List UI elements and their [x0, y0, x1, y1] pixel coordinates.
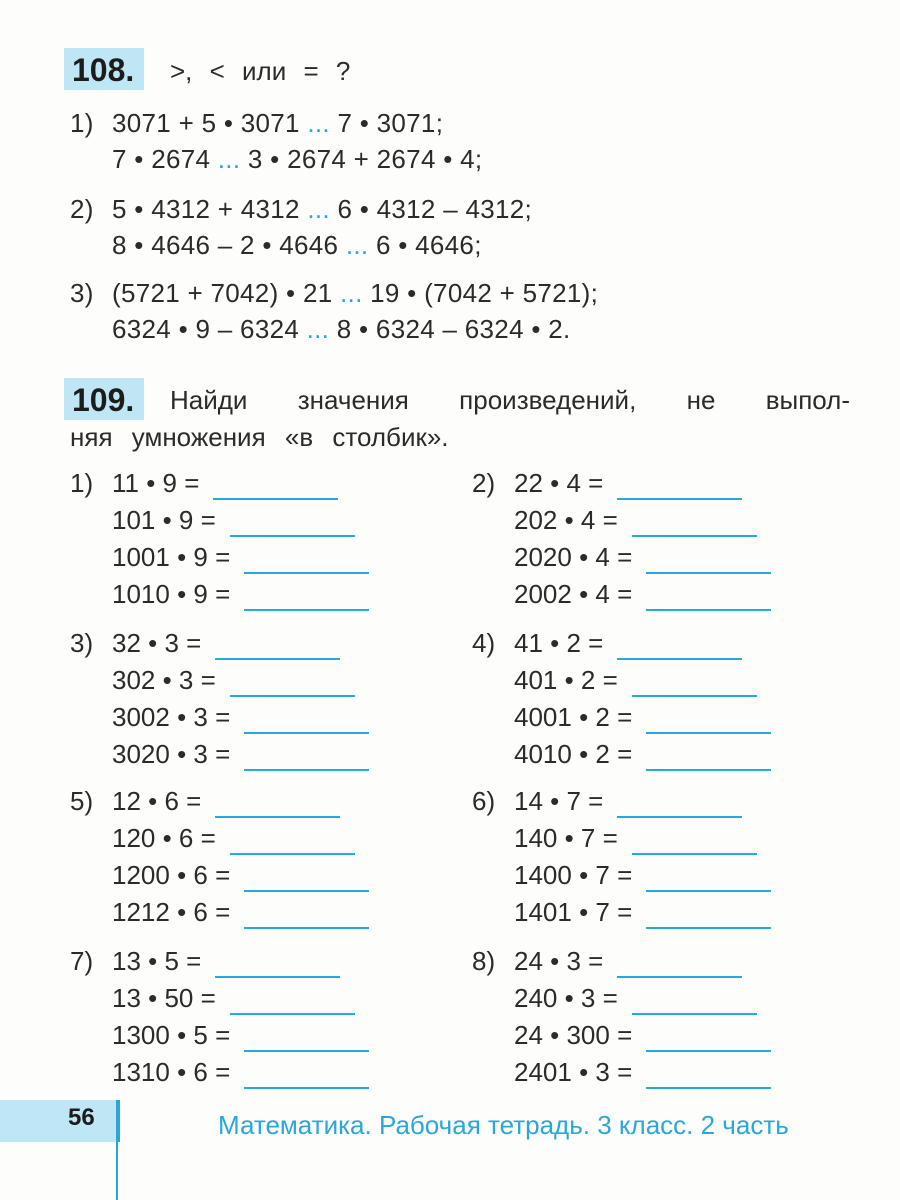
page-number-tab	[0, 1100, 120, 1142]
task-109-expression	[472, 665, 618, 696]
multiplication-expression: 302 • 3 =	[112, 665, 216, 695]
answer-field[interactable]	[215, 816, 340, 818]
task-109-expression	[472, 946, 603, 977]
task-109-expression	[472, 860, 632, 891]
answer-field[interactable]	[244, 572, 369, 574]
task-108-expression	[70, 144, 482, 175]
task-109-item-label: 1)	[70, 468, 94, 498]
multiplication-expression: 2020 • 4 =	[514, 542, 633, 572]
answer-field[interactable]	[632, 535, 757, 537]
task-109-expression	[472, 702, 632, 733]
task-109-item-label: 8)	[472, 946, 496, 976]
page-number: 56	[68, 1104, 95, 1131]
task-109-item-label: 6)	[472, 786, 496, 816]
task-109-expression	[70, 823, 216, 854]
multiplication-expression: 202 • 4 =	[514, 505, 618, 535]
task-109-item-label: 3)	[70, 628, 94, 658]
answer-field[interactable]	[215, 976, 340, 978]
multiplication-expression: 1001 • 9 =	[112, 542, 231, 572]
expression-right: 6 • 4312 – 4312;	[329, 194, 533, 224]
answer-field[interactable]	[646, 1050, 771, 1052]
task-108-expression	[70, 194, 532, 225]
multiplication-expression: 120 • 6 =	[112, 823, 216, 853]
answer-field[interactable]	[244, 1050, 369, 1052]
multiplication-expression: 24 • 3 =	[514, 946, 604, 976]
answer-field[interactable]	[646, 609, 771, 611]
task-109-expression	[70, 739, 230, 770]
task-108-item-label: 2)	[70, 194, 94, 224]
task-109-expression	[472, 579, 632, 610]
multiplication-expression: 1400 • 7 =	[514, 860, 633, 890]
expression-right: 6 • 4646;	[368, 230, 482, 260]
task-108-expression	[70, 108, 443, 139]
task-109-expression	[472, 897, 632, 928]
answer-field[interactable]	[244, 769, 369, 771]
expression-right: 7 • 3071;	[329, 108, 444, 138]
answer-field[interactable]	[244, 1087, 369, 1089]
answer-field[interactable]	[646, 927, 771, 929]
expression-right: 19 • (7042 + 5721);	[362, 278, 599, 308]
multiplication-expression: 1200 • 6 =	[112, 860, 231, 890]
answer-field[interactable]	[617, 498, 742, 500]
answer-field[interactable]	[244, 927, 369, 929]
multiplication-expression: 14 • 7 =	[514, 786, 604, 816]
task-109-number: 109.	[64, 378, 144, 420]
multiplication-expression: 3020 • 3 =	[112, 739, 231, 769]
answer-field[interactable]	[646, 732, 771, 734]
answer-field[interactable]	[230, 1013, 355, 1015]
answer-field[interactable]	[230, 695, 355, 697]
task-109-expression	[70, 542, 230, 573]
expression-left: 7 • 2674	[112, 144, 218, 174]
answer-field[interactable]	[632, 1013, 757, 1015]
multiplication-expression: 1010 • 9 =	[112, 579, 231, 609]
task-109-expression	[472, 505, 618, 536]
expression-right: 8 • 6324 – 6324 • 2.	[329, 314, 571, 344]
multiplication-expression: 2002 • 4 =	[514, 579, 633, 609]
answer-field[interactable]	[646, 572, 771, 574]
multiplication-expression: 13 • 5 =	[112, 946, 202, 976]
multiplication-expression: 13 • 50 =	[112, 983, 216, 1013]
multiplication-expression: 2401 • 3 =	[514, 1057, 633, 1087]
task-109-expression	[472, 1020, 632, 1051]
answer-field[interactable]	[244, 609, 369, 611]
task-109-item-label: 7)	[70, 946, 94, 976]
task-109-expression	[70, 786, 201, 817]
multiplication-expression: 11 • 9 =	[112, 468, 200, 498]
answer-field[interactable]	[617, 976, 742, 978]
task-109-instruction-line1: Найди значения произведений, не выпол-	[170, 385, 850, 415]
task-109-expression	[472, 983, 618, 1014]
comparison-blank[interactable]: ...	[340, 278, 363, 308]
comparison-blank[interactable]: ...	[306, 314, 330, 344]
task-109-expression	[70, 1057, 230, 1088]
multiplication-expression: 22 • 4 =	[514, 468, 604, 498]
task-108-question: >, < или = ?	[170, 56, 351, 86]
answer-field[interactable]	[646, 1087, 771, 1089]
task-109-item-label: 4)	[472, 628, 496, 658]
task-109-expression	[70, 468, 199, 499]
task-108-expression	[70, 278, 598, 309]
task-109-expression	[70, 579, 230, 610]
task-108-item-label: 3)	[70, 278, 94, 308]
task-109-expression	[472, 786, 603, 817]
page-margin-line	[116, 1100, 118, 1200]
task-109-expression	[472, 542, 632, 573]
multiplication-expression: 101 • 9 =	[112, 505, 216, 535]
multiplication-expression: 4010 • 2 =	[514, 739, 633, 769]
multiplication-expression: 1310 • 6 =	[112, 1057, 231, 1087]
task-109-expression	[70, 1020, 230, 1051]
answer-field[interactable]	[632, 853, 757, 855]
answer-field[interactable]	[244, 732, 369, 734]
multiplication-expression: 240 • 3 =	[514, 983, 618, 1013]
task-109-expression	[70, 946, 201, 977]
expression-left: 6324 • 9 – 6324	[112, 314, 307, 344]
multiplication-expression: 24 • 300 =	[514, 1020, 633, 1050]
task-109-expression	[472, 628, 603, 659]
book-title: Математика. Рабочая тетрадь. 3 класс. 2 часть	[218, 1110, 789, 1140]
expression-left: (5721 + 7042) • 21	[112, 278, 341, 308]
task-108-expression	[70, 314, 571, 345]
answer-field[interactable]	[646, 769, 771, 771]
multiplication-expression: 3002 • 3 =	[112, 702, 231, 732]
task-109-expression	[70, 505, 216, 536]
answer-field[interactable]	[646, 890, 771, 892]
comparison-blank[interactable]: ...	[307, 108, 330, 138]
task-109-expression	[472, 1057, 632, 1088]
task-109-expression	[472, 739, 632, 770]
task-109-expression	[70, 860, 230, 891]
multiplication-expression: 140 • 7 =	[514, 823, 618, 853]
task-109-expression	[70, 665, 216, 696]
task-109-expression	[472, 468, 603, 499]
multiplication-expression: 32 • 3 =	[112, 628, 202, 658]
multiplication-expression: 1212 • 6 =	[112, 897, 231, 927]
task-109-instruction-line2: няя умножения «в столбик».	[70, 422, 449, 452]
multiplication-expression: 4001 • 2 =	[514, 702, 633, 732]
answer-field[interactable]	[215, 658, 340, 660]
task-109-expression	[70, 628, 201, 659]
multiplication-expression: 41 • 2 =	[514, 628, 604, 658]
multiplication-expression: 401 • 2 =	[514, 665, 618, 695]
task-109-expression	[70, 897, 230, 928]
multiplication-expression: 1300 • 5 =	[112, 1020, 231, 1050]
answer-field[interactable]	[213, 498, 338, 500]
expression-left: 8 • 4646 – 2 • 4646	[112, 230, 346, 260]
answer-field[interactable]	[617, 658, 742, 660]
multiplication-expression: 1401 • 7 =	[514, 897, 633, 927]
task-108-expression	[70, 230, 482, 261]
answer-field[interactable]	[230, 853, 355, 855]
task-108-item-label: 1)	[70, 108, 94, 138]
multiplication-expression: 12 • 6 =	[112, 786, 202, 816]
task-109-item-label: 2)	[472, 468, 496, 498]
task-109-item-label: 5)	[70, 786, 94, 816]
task-108-number: 108.	[64, 48, 144, 90]
comparison-blank[interactable]: ...	[345, 230, 369, 260]
answer-field[interactable]	[230, 535, 355, 537]
expression-left: 5 • 4312 + 4312	[112, 194, 308, 224]
task-109-expression	[70, 702, 230, 733]
comparison-blank[interactable]: ...	[307, 194, 330, 224]
task-109-expression	[70, 983, 216, 1014]
answer-field[interactable]	[632, 695, 757, 697]
comparison-blank[interactable]: ...	[217, 144, 241, 174]
task-109-expression	[472, 823, 618, 854]
answer-field[interactable]	[617, 816, 742, 818]
expression-right: 3 • 2674 + 2674 • 4;	[240, 144, 483, 174]
answer-field[interactable]	[244, 890, 369, 892]
expression-left: 3071 + 5 • 3071	[112, 108, 308, 138]
